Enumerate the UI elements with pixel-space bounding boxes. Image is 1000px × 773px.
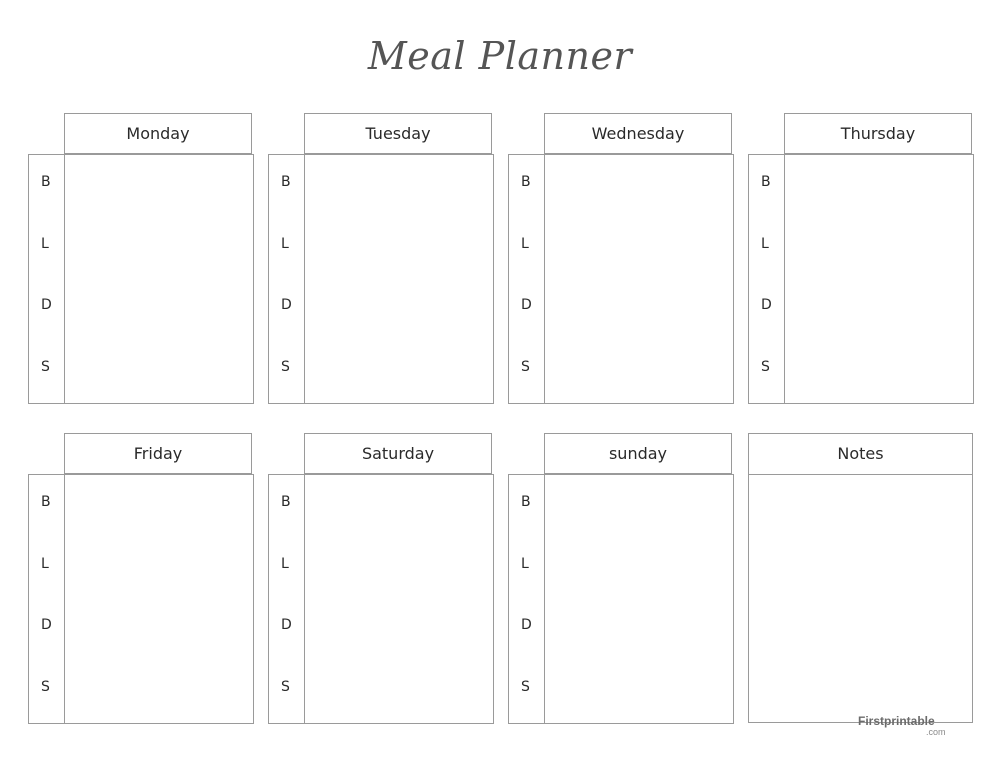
meal-label-snack: S — [41, 359, 50, 375]
meal-label-dinner: D — [41, 617, 52, 633]
meal-labels-column — [508, 154, 545, 404]
day-header: Wednesday — [544, 113, 732, 154]
meal-label-breakfast: B — [41, 174, 51, 190]
meal-label-lunch: L — [521, 556, 529, 572]
meal-label-snack: S — [281, 679, 290, 695]
meal-label-lunch: L — [761, 236, 769, 252]
meal-labels-column — [28, 154, 65, 404]
day-block-thursday — [748, 113, 974, 405]
day-header: Tuesday — [304, 113, 492, 154]
meal-label-lunch: L — [281, 556, 289, 572]
day-header: Friday — [64, 433, 252, 474]
day-header: Monday — [64, 113, 252, 154]
notes-box[interactable] — [748, 433, 973, 723]
meal-labels-column — [28, 474, 65, 724]
day-entry-area[interactable] — [784, 154, 974, 404]
meal-label-dinner: D — [521, 297, 532, 313]
day-header: Thursday — [784, 113, 972, 154]
day-block-tuesday — [268, 113, 494, 405]
meal-label-snack: S — [41, 679, 50, 695]
day-header: sunday — [544, 433, 732, 474]
meal-label-breakfast: B — [281, 174, 291, 190]
day-entry-area[interactable] — [544, 474, 734, 724]
meal-label-snack: S — [521, 359, 530, 375]
day-block-sunday — [508, 433, 734, 725]
meal-label-snack: S — [761, 359, 770, 375]
meal-label-breakfast: B — [521, 494, 531, 510]
meal-label-breakfast: B — [761, 174, 771, 190]
meal-labels-column — [508, 474, 545, 724]
day-entry-area[interactable] — [304, 474, 494, 724]
brand-logo-suffix: .com — [926, 727, 946, 737]
meal-label-breakfast: B — [41, 494, 51, 510]
meal-label-breakfast: B — [281, 494, 291, 510]
brand-logo: Firstprintable — [858, 714, 935, 728]
page-title: Meal Planner — [367, 34, 633, 78]
day-entry-area[interactable] — [64, 154, 254, 404]
day-entry-area[interactable] — [64, 474, 254, 724]
meal-label-lunch: L — [521, 236, 529, 252]
meal-labels-column — [268, 154, 305, 404]
day-block-wednesday — [508, 113, 734, 405]
meal-label-snack: S — [521, 679, 530, 695]
meal-label-lunch: L — [41, 236, 49, 252]
meal-label-dinner: D — [281, 617, 292, 633]
meal-label-dinner: D — [521, 617, 532, 633]
meal-label-snack: S — [281, 359, 290, 375]
meal-label-lunch: L — [281, 236, 289, 252]
day-block-saturday — [268, 433, 494, 725]
meal-label-lunch: L — [41, 556, 49, 572]
meal-label-dinner: D — [41, 297, 52, 313]
meal-labels-column — [268, 474, 305, 724]
day-header: Saturday — [304, 433, 492, 474]
meal-label-breakfast: B — [521, 174, 531, 190]
day-block-monday — [28, 113, 254, 405]
day-block-friday — [28, 433, 254, 725]
meal-label-dinner: D — [761, 297, 772, 313]
notes-header: Notes — [748, 433, 973, 475]
day-entry-area[interactable] — [304, 154, 494, 404]
meal-label-dinner: D — [281, 297, 292, 313]
meal-labels-column — [748, 154, 785, 404]
day-entry-area[interactable] — [544, 154, 734, 404]
